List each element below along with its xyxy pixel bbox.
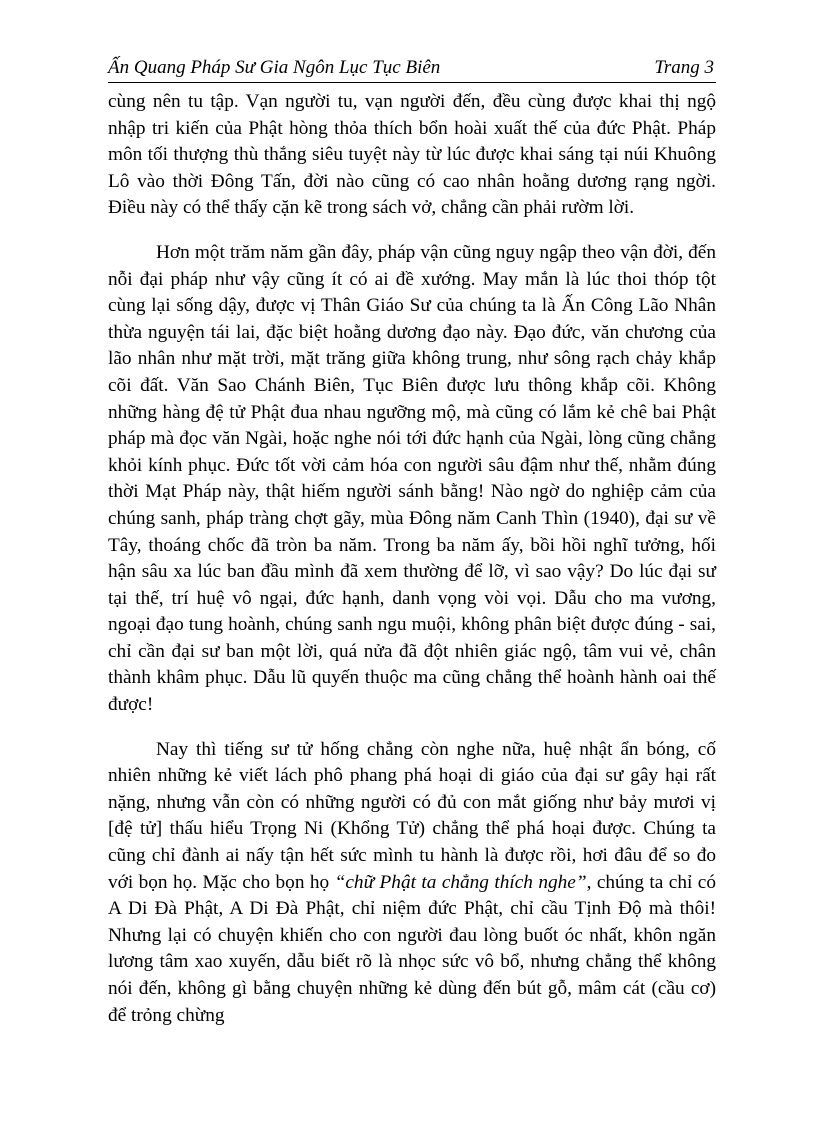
paragraph-3 bbox=[108, 737, 716, 1030]
page-header bbox=[108, 56, 716, 83]
paragraph-3-quote: “chữ Phật ta chẳng thích nghe” bbox=[334, 871, 587, 893]
document-page bbox=[108, 0, 716, 1123]
header-page-number: Trang 3 bbox=[654, 57, 714, 78]
paragraph-3-text-end: , chúng ta chỉ có A Di Đà Phật, A Di Đà Phật, chỉ niệm đức Phật, chỉ cầu Tịnh Độ mà thôi! Nhưng lại có chuyện khiến cho con người đau lòng buốt óc nhất, khôn ngăn lương tâm xao xuyến, dẫu biết rõ là nhọc sức vô bổ, nhưng chẳng thể không nói đến, không gì bằng chuyện những kẻ dùng đến bút gỗ, mâm cát (cầu cơ) để trỏng chừng bbox=[108, 871, 716, 1026]
paragraph-2: Hơn một trăm năm gần đây, pháp vận cũng nguy ngập theo vận đời, đến nỗi đại pháp như vậy cũng ít có ai đề xướng. May mắn là lúc thoi thóp tột cùng lại sống dậy, được vị Thân Giáo Sư của chúng ta là Ấn Công Lão Nhân thừa nguyện tái lai, đặc biệt hoằng dương đạo này. Đạo đức, văn chương của lão nhân như mặt trời, mặt trăng giữa không trung, như sông rạch chảy khắp cõi đất. Văn Sao Chánh Biên, Tục Biên được lưu thông khắp cõi. Không những hàng đệ tử Phật đua nhau ngưỡng mộ, mà cũng có lắm kẻ chê bai Phật pháp mà đọc văn Ngài, hoặc nghe nói tới đức hạnh của Ngài, lòng cũng chẳng khỏi kính phục. Đức tốt vời cảm hóa con người sâu đậm như thế, nhằm đúng thời Mạt Pháp này, thật hiếm người sánh bằng! Nào ngờ do nghiệp cảm của chúng sanh, pháp tràng chợt gãy, mùa Đông năm Canh Thìn (1940), đại sư về Tây, thoáng chốc đã tròn ba năm. Trong ba năm ấy, bồi hồi nghĩ tưởng, hối hận sâu xa lúc ban đầu mình đã xem thường để lỡ, vì sao vậy? Do lúc đại sư tại thế, trí huệ vô ngại, đức hạnh, danh vọng vòi vọi. Dẫu cho ma vương, ngoại đạo tung hoành, chúng sanh ngu muội, không phân biệt được đúng - sai, chỉ cần đại sư ban một lời, quá nửa đã đột nhiên giác ngộ, tâm vui vẻ, chân thành khâm phục. Dẫu lũ quyến thuộc ma cũng chẳng thể hoành hành oai thế được! bbox=[108, 241, 716, 716]
document-body bbox=[108, 89, 716, 1029]
paragraph-1: cùng nên tu tập. Vạn người tu, vạn người đến, đều cùng được khai thị ngộ nhập tri kiến của Phật hòng thỏa thích bổn hoài xuất thế của đức Phật. Pháp môn tối thượng thù thắng siêu tuyệt này từ lúc được khai sáng tại núi Khuông Lô vào thời Đông Tấn, đời nào cũng có cao nhân hoằng dương rạng ngời. Điều này có thể thấy cặn kẽ trong sách vở, chẳng cần phải rườm lời. bbox=[108, 91, 716, 219]
header-title: Ấn Quang Pháp Sư Gia Ngôn Lục Tục Biên bbox=[108, 57, 441, 78]
paragraph-3-text-start: Nay thì tiếng sư tử hống chẳng còn nghe nữa, huệ nhật ẩn bóng, cố nhiên những kẻ viết lách phô phang phá hoại di giáo của đại sư gây hại rất nặng, nhưng vẫn còn có những người có đủ con mắt giống như bảy mươi vị [đệ tử] thấu hiểu Trọng Ni (Khổng Tử) chẳng thể phá hoại được. Chúng ta cũng chỉ đành ai nấy tận hết sức mình tu hành là được rồi, hơi đâu để so đo với bọn họ. Mặc cho bọn họ bbox=[108, 738, 716, 893]
